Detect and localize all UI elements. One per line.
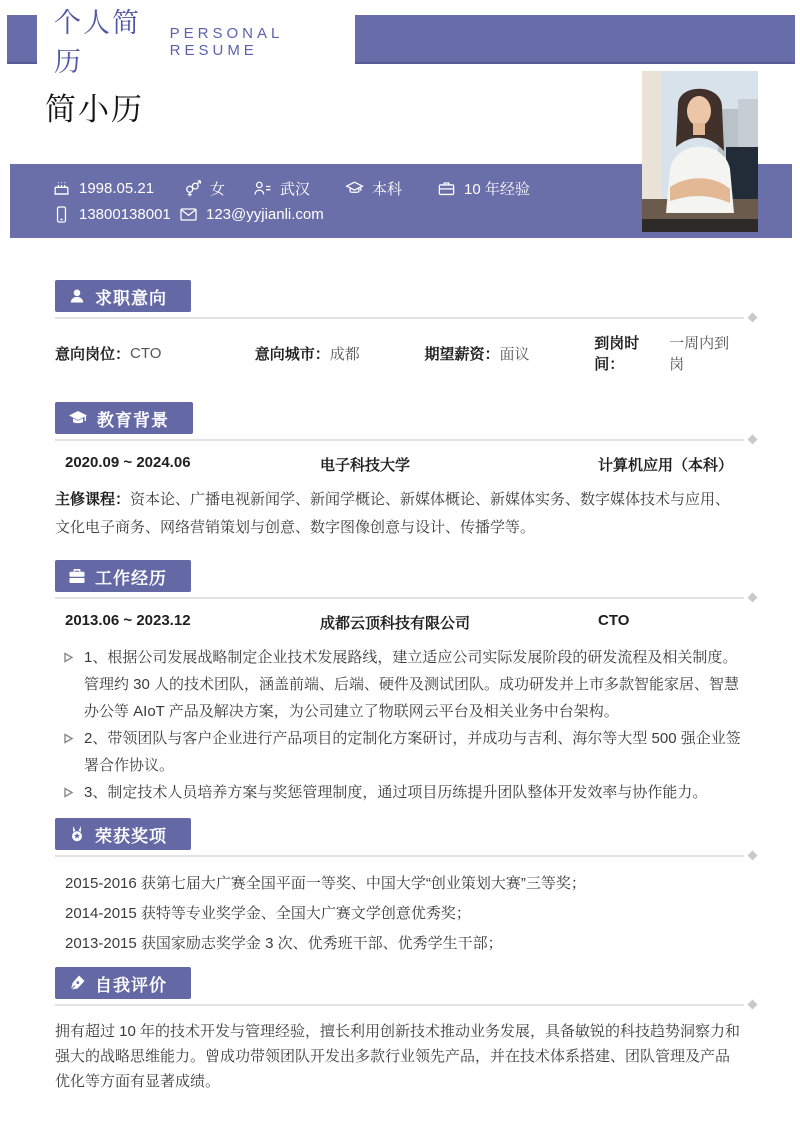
- education-school: 电子科技大学: [320, 457, 411, 474]
- work-bullets: [55, 644, 744, 806]
- city-item: [253, 178, 345, 199]
- work-bullet: [55, 779, 744, 806]
- field-value: 成都: [329, 345, 360, 363]
- medal-icon: [68, 825, 86, 843]
- section-title: 求职意向: [95, 288, 167, 308]
- award-item: 2013-2015 获国家励志奖学金 3 次、优秀班干部、优秀学生干部；: [65, 935, 503, 952]
- field-value: CTO: [130, 344, 162, 362]
- awards-list: [55, 869, 744, 959]
- gender-icon: [183, 179, 202, 198]
- education-period: 2020.09 ~ 2024.06: [65, 454, 191, 471]
- portrait-illustration: [642, 71, 758, 232]
- work-period: 2013.06 ~ 2023.12: [65, 612, 191, 629]
- section-work-experience: [55, 560, 744, 806]
- section-title: 荣获奖项: [95, 826, 167, 846]
- field-label: 期望薪资：: [424, 345, 500, 363]
- pen-icon: [68, 974, 86, 992]
- person-id-icon: [253, 179, 272, 198]
- section-job-intention: [55, 280, 744, 374]
- education-header: [55, 402, 193, 434]
- birth-value: 1998.05.21: [79, 179, 155, 197]
- field-label: 意向岗位：: [55, 345, 131, 363]
- evaluation-text: 拥有超过 10 年的技术开发与管理经验，擅长利用创新技术推动业务发展，具备敏锐的科技趋势洞察力和强大的战略思维能力。曾成功带领团队开发出多款行业领先产品，并在技术体系搭建、团队管理及产品优化等方面有显著成绩。: [55, 1023, 741, 1090]
- header-title-box: [37, 7, 355, 77]
- degree-value: 本科: [372, 180, 403, 198]
- section-divider: [55, 1004, 744, 1006]
- section-title: 自我评价: [95, 975, 167, 995]
- section-divider: [55, 439, 744, 441]
- cake-icon: [52, 179, 71, 198]
- intention-fields: [55, 332, 744, 374]
- email-item: [179, 205, 324, 224]
- education-major: 计算机应用（本科）: [598, 457, 734, 474]
- education-courses: [55, 486, 744, 542]
- bullet-text: 3、制定技术人员培养方案与奖惩管理制度，通过项目历练提升团队整体开发效率与协作能力。: [84, 784, 708, 801]
- section-divider: [55, 597, 744, 599]
- work-row: [55, 612, 744, 633]
- field-label: 到岗时间：: [594, 335, 640, 373]
- gender-item: [183, 178, 253, 199]
- phone-item: [52, 205, 179, 224]
- page-title: 个人简历: [54, 7, 141, 77]
- birth-item: [52, 179, 183, 198]
- phone-icon: [52, 205, 71, 224]
- user-icon: [68, 287, 86, 305]
- resume-body: [55, 280, 744, 1094]
- section-divider: [55, 855, 744, 857]
- work-header: [55, 560, 191, 592]
- award-item: 2014-2015 获特等专业奖学金、全国大广赛文学创意优秀奖；: [65, 905, 471, 922]
- section-title: 教育背景: [97, 410, 169, 430]
- courses-text: 资本论、广播电视新闻学、新闻学概论、新媒体概论、新媒体实务、数字媒体技术与应用、文化电子商务、网络营销策划与创意、数字图像创意与设计、传播学等。: [55, 491, 731, 536]
- field-position: [55, 332, 255, 374]
- arrow-bullet-icon: [63, 652, 74, 663]
- page-subtitle: PERSONAL RESUME: [169, 24, 283, 59]
- work-role: CTO: [598, 612, 630, 629]
- profile-photo: [642, 71, 758, 232]
- gender-value: 女: [210, 180, 226, 198]
- arrow-bullet-icon: [63, 733, 74, 744]
- field-salary: [424, 332, 594, 374]
- section-divider: [55, 317, 744, 319]
- header-band: [7, 7, 795, 77]
- courses-label: 主修课程：: [55, 491, 131, 508]
- field-value: 一周内到岗: [669, 335, 730, 373]
- graduation-cap-icon: [345, 179, 364, 198]
- work-company: 成都云顶科技有限公司: [320, 615, 471, 632]
- section-awards: [55, 818, 744, 959]
- briefcase-icon: [437, 179, 456, 198]
- work-bullet: [55, 725, 744, 779]
- work-bullet: [55, 644, 744, 725]
- job-intention-header: [55, 280, 191, 312]
- evaluation-header: [55, 967, 191, 999]
- section-self-evaluation: [55, 967, 744, 1094]
- education-row: [55, 454, 744, 475]
- field-label: 意向城市：: [254, 345, 330, 363]
- award-item: 2015-2016 获第七届大广赛全国平面一等奖、中国大学“创业策划大赛”三等奖；: [65, 875, 586, 892]
- experience-item: [437, 178, 530, 199]
- briefcase-icon: [68, 567, 86, 585]
- field-availability: [594, 332, 744, 374]
- field-city: [255, 332, 425, 374]
- field-value: 面议: [499, 345, 530, 363]
- phone-value: 13800138001: [79, 205, 171, 223]
- bullet-text: 1、根据公司发展战略制定企业技术发展路线，建立适应公司实际发展阶段的研发流程及相关制度。管理约 30 人的技术团队，涵盖前端、后端、硬件及测试团队。成功研发并上市多款智能家居、智慧办公等 AIoT 产品及解决方案，为公司建立了物联网云平台及相关业务中台架构。: [84, 649, 740, 720]
- city-value: 武汉: [280, 180, 311, 198]
- experience-value: 10 年经验: [464, 180, 530, 198]
- arrow-bullet-icon: [63, 787, 74, 798]
- email-value: 123@yyjianli.com: [206, 205, 324, 223]
- bullet-text: 2、带领团队与客户企业进行产品项目的定制化方案研讨，并成功与吉利、海尔等大型 500 强企业签署合作协议。: [84, 730, 741, 774]
- awards-header: [55, 818, 191, 850]
- mail-icon: [179, 205, 198, 224]
- section-title: 工作经历: [95, 568, 167, 588]
- section-education: [55, 402, 744, 542]
- candidate-name: 简小历: [45, 92, 144, 127]
- degree-item: [345, 178, 437, 199]
- graduation-cap-icon: [68, 409, 88, 427]
